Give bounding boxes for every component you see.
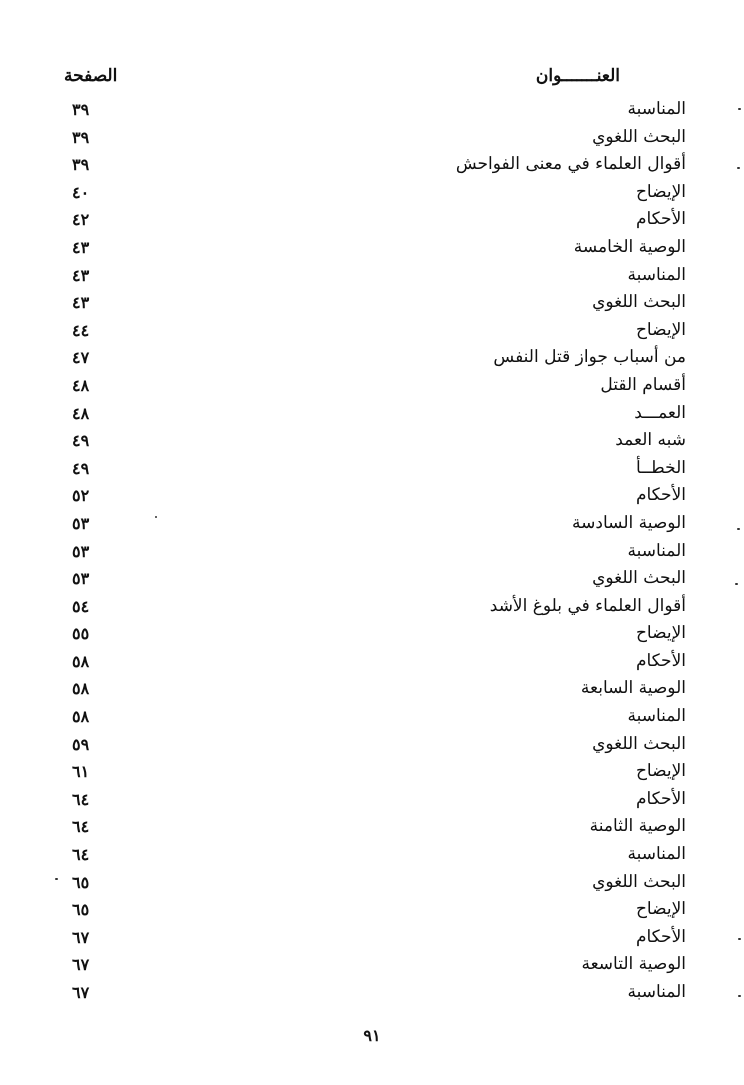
toc-entry-title: البحث اللغوي (592, 568, 686, 589)
toc-entry (0, 758, 744, 786)
toc-entry (0, 593, 744, 621)
scan-speck (738, 108, 741, 110)
toc-entry-title: العمـــد (634, 402, 686, 423)
toc-entry-page: ٤٣ (72, 237, 90, 257)
scan-speck (738, 995, 741, 997)
toc-entry-title: الوصية الثامنة (589, 816, 686, 837)
toc-entry-page: ٤٨ (72, 375, 90, 395)
scan-speck (55, 878, 58, 880)
toc-entry (0, 482, 744, 510)
toc-entry-page: ٤٢ (72, 210, 90, 230)
title-column-heading: العنـــــــوان (535, 66, 620, 86)
toc-entry (0, 869, 744, 897)
page-column-heading: الصفحة (64, 66, 118, 86)
toc-entry-title: الخطــأ (636, 457, 686, 478)
toc-entry (0, 262, 744, 290)
toc-entry-page: ٥٥ (72, 624, 90, 644)
toc-entry-title: البحث اللغوي (592, 292, 686, 313)
toc-entry-page: ٦٧ (72, 927, 90, 947)
toc-entry (0, 510, 744, 538)
toc-entry-page: ٦١ (72, 762, 90, 782)
toc-entry-title: المناسبة (627, 844, 686, 865)
toc-entry-title: الأحكام (635, 485, 686, 506)
toc-entry-title: من أسباب جواز قتل النفس (493, 347, 686, 368)
toc-entry-page: ٥٨ (72, 679, 90, 699)
toc-entry (0, 538, 744, 566)
scan-speck (738, 938, 741, 940)
toc-entry-title: الأحكام (635, 788, 686, 809)
scan-speck (737, 528, 740, 530)
toc-entry-title: الوصية السادسة (572, 512, 686, 533)
scan-speck (735, 583, 738, 585)
toc-entry (0, 234, 744, 262)
toc-entry-page: ٥٣ (72, 513, 90, 533)
toc-entry-page: ٦٥ (72, 900, 90, 920)
toc-entry-title: المناسبة (627, 540, 686, 561)
toc-entry-title: المناسبة (627, 264, 686, 285)
toc-entry-title: الوصية السابعة (580, 678, 686, 699)
toc-entry-page: ٤٣ (72, 265, 90, 285)
toc-entry-title: البحث اللغوي (592, 733, 686, 754)
toc-entry-title: الأحكام (635, 926, 686, 947)
toc-entry-page: ٥٣ (72, 541, 90, 561)
toc-header (0, 66, 744, 94)
toc-entry (0, 703, 744, 731)
toc-entry-title: الإيضاح (635, 319, 686, 340)
toc-entry-page: ٥٢ (72, 486, 90, 506)
toc-entry (0, 675, 744, 703)
toc-entry-page: ٣٩ (72, 100, 90, 119)
toc-entry-page: ٤٤ (72, 320, 90, 340)
toc-entry-page: ٤٠ (72, 182, 90, 202)
scan-speck (155, 516, 157, 518)
toc-entry-page: ٥٤ (72, 596, 90, 616)
toc-entry (0, 179, 744, 207)
toc-entry-page: ٥٣ (72, 569, 90, 589)
toc-entry (0, 979, 744, 1007)
toc-entry-title: الأحكام (635, 650, 686, 671)
toc-entry-title: الوصية التاسعة (581, 954, 686, 975)
toc-entry-title: أقوال العلماء في بلوغ الأشد (489, 595, 686, 616)
toc-entry (0, 620, 744, 648)
toc-entry (0, 427, 744, 455)
toc-entry-title: الوصية الخامسة (573, 236, 686, 257)
toc-entry (0, 731, 744, 759)
toc-entry (0, 648, 744, 676)
toc-entry-page: ٥٨ (72, 651, 90, 671)
toc-entry (0, 924, 744, 952)
toc-entry (0, 124, 744, 152)
toc-entry-title: الإيضاح (635, 623, 686, 644)
toc-entry-title: أقوال العلماء في معنى الفواحش (455, 154, 686, 175)
scan-speck (737, 167, 740, 169)
toc-entry (0, 317, 744, 345)
page-number: ٩١ (363, 1026, 381, 1045)
toc-entry-page: ٦٤ (72, 817, 90, 837)
toc-list (0, 96, 744, 1007)
toc-entry-title: الإيضاح (635, 899, 686, 920)
toc-entry (0, 786, 744, 814)
toc-entry-title: البحث اللغوي (592, 871, 686, 892)
toc-entry-title: المناسبة (627, 982, 686, 1002)
toc-entry (0, 813, 744, 841)
toc-entry-page: ٥٩ (72, 734, 90, 754)
toc-entry-title: شبه العمد (615, 430, 686, 451)
toc-entry-page: ٦٥ (72, 872, 90, 892)
toc-entry-page: ٣٩ (72, 155, 90, 175)
toc-entry-page: ٥٨ (72, 707, 90, 727)
toc-entry-title: الأحكام (635, 209, 686, 230)
toc-entry-page: ٦٧ (72, 983, 90, 1002)
toc-entry-title: الإيضاح (635, 181, 686, 202)
toc-entry-page: ٤٩ (72, 458, 90, 478)
toc-entry (0, 951, 744, 979)
toc-entry-page: ٦٤ (72, 845, 90, 865)
toc-entry-page: ٦٧ (72, 955, 90, 975)
toc-entry-title: البحث اللغوي (592, 126, 686, 147)
toc-entry (0, 565, 744, 593)
toc-entry-title: المناسبة (627, 706, 686, 727)
toc-entry (0, 372, 744, 400)
toc-entry (0, 896, 744, 924)
toc-entry-page: ٤٣ (72, 293, 90, 313)
toc-entry-title: الإيضاح (635, 761, 686, 782)
toc-entry-page: ٤٧ (72, 348, 90, 368)
toc-entry (0, 400, 744, 428)
toc-entry-page: ٤٩ (72, 431, 90, 451)
toc-entry-page: ٣٩ (72, 127, 90, 147)
toc-entry (0, 206, 744, 234)
toc-entry-title: المناسبة (627, 99, 686, 119)
toc-entry (0, 344, 744, 372)
toc-entry-page: ٦٤ (72, 789, 90, 809)
toc-entry (0, 289, 744, 317)
toc-entry (0, 96, 744, 124)
toc-entry-page: ٤٨ (72, 403, 90, 423)
toc-entry (0, 455, 744, 483)
toc-entry (0, 841, 744, 869)
toc-entry-title: أقسام القتل (600, 374, 686, 395)
toc-entry (0, 151, 744, 179)
